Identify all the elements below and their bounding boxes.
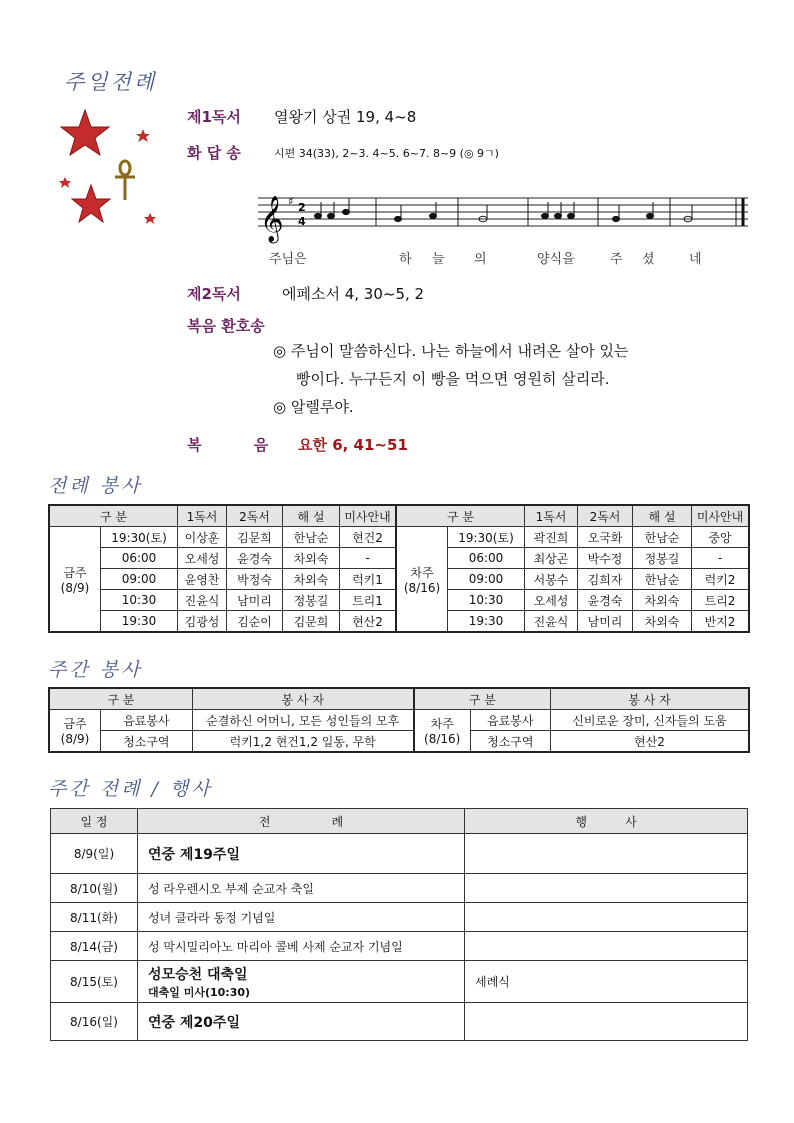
lyric: 주	[610, 252, 623, 267]
date-cell: 8/9(일)	[51, 834, 138, 874]
table-row	[51, 932, 748, 961]
col-header: 2독서	[227, 505, 283, 527]
lyric: 주님은	[269, 252, 307, 267]
col-header: 구 분	[396, 505, 525, 527]
alleluia-label: 복음 환호송	[187, 317, 265, 335]
alleluia-line3: ◎ 알렐루야.	[273, 398, 354, 416]
table-row	[51, 1003, 748, 1041]
table-cell: 오국화	[578, 527, 633, 548]
table-cell: 럭키1,2 현건1,2 일동, 무학	[192, 731, 414, 753]
table-cell: 정봉길	[283, 590, 340, 611]
reading1-label: 제1독서	[187, 108, 241, 126]
time-cell: 09:00	[101, 569, 178, 590]
liturgy-cell	[138, 961, 465, 1003]
table-cell: 현산2	[550, 731, 749, 753]
group-label: 차주	[430, 717, 454, 731]
reading2-text: 에페소서 4, 30~5, 2	[282, 285, 425, 303]
psalm-label: 화 답 송	[187, 144, 241, 162]
table-row	[51, 903, 748, 932]
table-cell: 현산2	[340, 611, 397, 633]
time-cell: 19:30(토)	[101, 527, 178, 548]
date-cell: 8/10(월)	[51, 874, 138, 903]
table-row	[49, 731, 749, 753]
table-cell: 차외숙	[633, 611, 692, 633]
lyric: 의	[474, 252, 487, 267]
table-cell: 음료봉사	[470, 710, 550, 731]
star-icon	[61, 110, 109, 155]
liturgy-cell: 성 막시밀리아노 마리아 콜베 사제 순교자 기념일	[138, 932, 465, 961]
table-cell: 진윤식	[178, 590, 227, 611]
table-cell: 한남순	[633, 527, 692, 548]
table-cell: 남미리	[227, 590, 283, 611]
weekly-service-title: 주간 봉사	[48, 659, 143, 681]
table-cell: 김문희	[227, 527, 283, 548]
time-cell: 06:00	[448, 548, 525, 569]
table-cell: 차외숙	[633, 590, 692, 611]
time-cell: 19:30(토)	[448, 527, 525, 548]
table-cell: 김문희	[283, 611, 340, 633]
col-header: 일 정	[51, 809, 138, 834]
table-cell: 현건2	[340, 527, 397, 548]
liturgy-cell: 연중 제20주일	[138, 1003, 465, 1041]
table-cell: 차외숙	[283, 569, 340, 590]
lyric: 양식을	[537, 252, 575, 267]
time-cell: 19:30	[101, 611, 178, 633]
table-cell: 오세성	[525, 590, 578, 611]
music-staff	[258, 188, 753, 248]
table-cell: 트리1	[340, 590, 397, 611]
alleluia-line1: ◎ 주님이 말씀하신다. 나는 하늘에서 내려온 살아 있는	[273, 342, 629, 360]
table-cell: 한남순	[283, 527, 340, 548]
table-cell: 윤경숙	[227, 548, 283, 569]
table-cell: 오세성	[178, 548, 227, 569]
col-header: 해 설	[283, 505, 340, 527]
group-label: 금주	[63, 565, 87, 580]
col-header: 봉 사 자	[550, 688, 749, 710]
table-cell: 순결하신 어머니, 모든 성인들의 모후	[192, 710, 414, 731]
time-cell: 19:30	[448, 611, 525, 633]
table-row	[51, 874, 748, 903]
table-row	[49, 527, 749, 548]
music-lyrics	[262, 248, 742, 266]
table-cell: 정봉길	[633, 548, 692, 569]
reading2-label: 제2독서	[187, 285, 241, 303]
table-cell: 김광성	[178, 611, 227, 633]
group-date: (8/9)	[60, 732, 90, 746]
time-cell: 09:00	[448, 569, 525, 590]
gospel-label: 복 음	[187, 436, 269, 454]
table-cell: 김희자	[578, 569, 633, 590]
group-cell	[49, 527, 101, 633]
svg-text:4: 4	[298, 215, 306, 228]
table-cell: 차외숙	[283, 548, 340, 569]
star-icon	[72, 185, 110, 222]
table-cell: -	[692, 548, 750, 569]
liturgy-main: 성모승천 대축일	[148, 966, 248, 983]
svg-text:2: 2	[298, 201, 306, 214]
time-cell: 10:30	[448, 590, 525, 611]
table-cell: -	[340, 548, 397, 569]
event-cell	[465, 834, 748, 874]
col-header: 해 설	[633, 505, 692, 527]
table-cell: 럭키1	[340, 569, 397, 590]
group-cell	[414, 710, 471, 753]
sharp-icon: ♯	[288, 195, 294, 208]
ankh-icon	[115, 161, 135, 200]
date-cell: 8/16(일)	[51, 1003, 138, 1041]
liturgy-sub: 대축일 미사(10:30)	[148, 985, 251, 999]
table-cell: 윤경숙	[578, 590, 633, 611]
alleluia-line2: 빵이다. 누구든지 이 빵을 먹으면 영원히 살리라.	[296, 370, 610, 388]
col-header: 1독서	[525, 505, 578, 527]
lyric: 셨	[642, 252, 655, 267]
lyric: 하	[399, 252, 412, 267]
col-header: 구 분	[49, 505, 178, 527]
liturgy-title: 주일전례	[64, 70, 158, 94]
table-cell: 럭키2	[692, 569, 750, 590]
weekly-service-table	[48, 687, 750, 753]
col-header: 전 례	[138, 809, 465, 834]
table-row	[51, 961, 748, 1003]
weekly-events-title: 주간 전례 / 행사	[48, 778, 213, 800]
table-cell: 청소구역	[470, 731, 550, 753]
event-cell	[465, 903, 748, 932]
table-cell: 한남순	[633, 569, 692, 590]
table-cell: 트리2	[692, 590, 750, 611]
star-icon	[59, 177, 71, 188]
weekly-events-table	[50, 808, 748, 1041]
table-cell: 박정숙	[227, 569, 283, 590]
table-cell: 음료봉사	[101, 710, 193, 731]
liturgy-cell: 성녀 클라라 동정 기념일	[138, 903, 465, 932]
table-row	[51, 834, 748, 874]
treble-clef-icon: 𝄞	[260, 196, 284, 242]
service-title: 전례 봉사	[48, 475, 143, 497]
group-date: (8/16)	[403, 580, 441, 595]
col-header: 미사안내	[692, 505, 750, 527]
col-header: 미사안내	[340, 505, 397, 527]
table-cell: 신비로운 장미, 신자들의 도움	[550, 710, 749, 731]
group-label: 금주	[63, 717, 87, 731]
table-cell: 남미리	[578, 611, 633, 633]
col-header: 구 분	[49, 688, 192, 710]
table-cell: 윤영찬	[178, 569, 227, 590]
star-icon	[136, 129, 150, 142]
date-cell: 8/15(토)	[51, 961, 138, 1003]
col-header: 1독서	[178, 505, 227, 527]
table-cell: 김순이	[227, 611, 283, 633]
table-cell: 곽진희	[525, 527, 578, 548]
event-cell: 세례식	[465, 961, 748, 1003]
table-cell: 진윤식	[525, 611, 578, 633]
group-cell	[49, 710, 101, 753]
table-cell: 박수정	[578, 548, 633, 569]
table-cell: 중앙	[692, 527, 750, 548]
col-header: 2독서	[578, 505, 633, 527]
service-table	[48, 504, 750, 633]
event-cell	[465, 932, 748, 961]
event-cell	[465, 1003, 748, 1041]
gospel-text: 요한 6, 41~51	[298, 436, 408, 454]
time-cell: 06:00	[101, 548, 178, 569]
table-cell: 반지2	[692, 611, 750, 633]
table-cell: 서봉수	[525, 569, 578, 590]
table-cell: 이상훈	[178, 527, 227, 548]
table-cell: 청소구역	[101, 731, 193, 753]
col-header: 봉 사 자	[192, 688, 414, 710]
time-cell: 10:30	[101, 590, 178, 611]
lyric: 네	[689, 252, 702, 267]
stars-decoration	[55, 105, 175, 235]
group-label: 차주	[410, 565, 434, 580]
table-row	[49, 710, 749, 731]
col-header: 구 분	[414, 688, 551, 710]
col-header: 행 사	[465, 809, 748, 834]
event-cell	[465, 874, 748, 903]
psalm-text: 시편 34(33), 2~3. 4~5. 6~7. 8~9 (◎ 9ㄱ)	[274, 147, 499, 160]
date-cell: 8/11(화)	[51, 903, 138, 932]
liturgy-cell: 연중 제19주일	[138, 834, 465, 874]
group-date: (8/16)	[424, 732, 461, 746]
lyric: 늘	[432, 252, 445, 267]
reading1-text: 열왕기 상권 19, 4~8	[274, 108, 417, 126]
table-cell: 최상곤	[525, 548, 578, 569]
star-icon	[144, 213, 156, 224]
date-cell: 8/14(금)	[51, 932, 138, 961]
group-cell	[396, 527, 448, 633]
liturgy-cell: 성 라우렌시오 부제 순교자 축일	[138, 874, 465, 903]
group-date: (8/9)	[60, 580, 90, 595]
